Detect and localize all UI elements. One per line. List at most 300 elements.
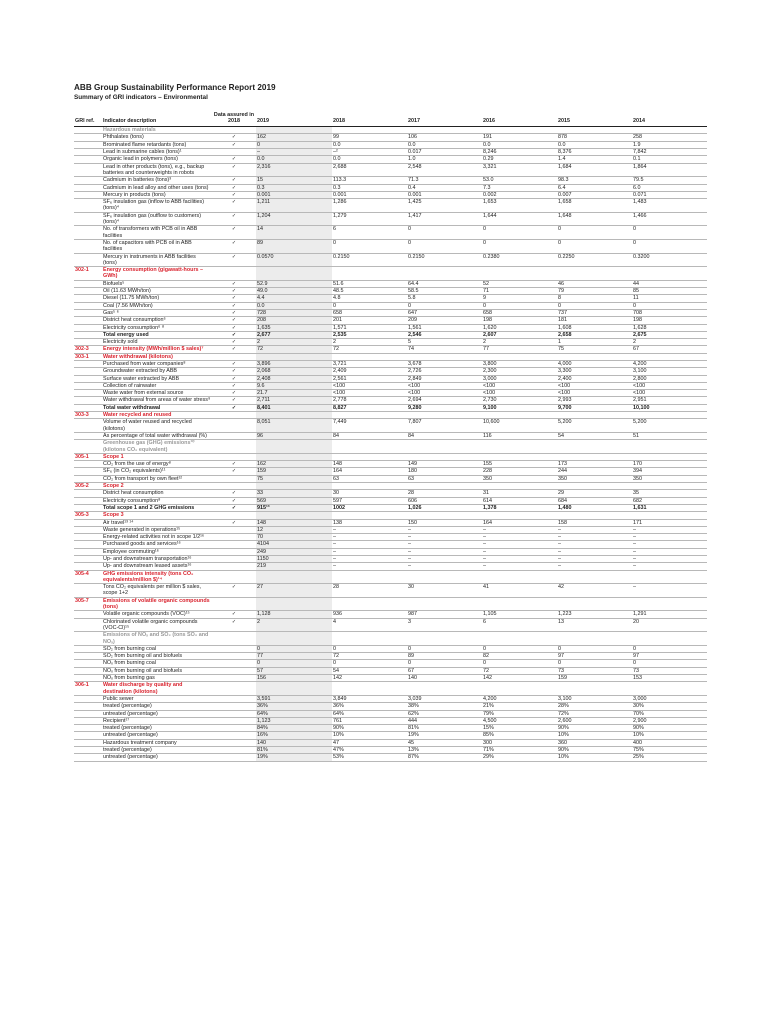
value-cell: 72	[332, 346, 407, 353]
indicator-description: untreated (percentage)	[102, 732, 212, 739]
indicator-description: untreated (percentage)	[102, 710, 212, 717]
value-cell: –	[632, 563, 707, 570]
value-cell: 8,827	[332, 404, 407, 411]
value-cell: 2,607	[482, 331, 557, 338]
value-cell: 2,849	[407, 375, 482, 382]
table-row	[74, 548, 707, 555]
value-cell: 75	[256, 475, 332, 482]
value-cell: 1,417	[407, 212, 482, 226]
indicator-description: SF₆ insulation gas (inflow to ABB facilities) (tons)⁴	[102, 199, 212, 213]
value-cell: 63	[407, 475, 482, 482]
table-row	[74, 184, 707, 191]
value-cell: 1,684	[557, 163, 632, 177]
table-row	[74, 360, 707, 367]
assured-check	[212, 732, 256, 739]
assured-check	[212, 412, 256, 419]
assured-check	[212, 419, 256, 433]
assured-check: ✓	[212, 134, 256, 141]
indicator-description: Scope 2	[102, 483, 212, 490]
indicator-description: NOₓ from burning oil and biofuels	[102, 667, 212, 674]
value-cell	[332, 127, 407, 134]
value-cell: 2,548	[407, 163, 482, 177]
value-cell: 0	[482, 226, 557, 240]
gri-ref	[74, 317, 102, 324]
value-cell: 647	[407, 309, 482, 316]
indicator-description: Organic lead in polymers (tons)	[102, 156, 212, 163]
assured-check: ✓	[212, 519, 256, 526]
indicator-description: No. of transformers with PCB oil in ABB facilities	[102, 226, 212, 240]
value-cell: 15%	[482, 725, 557, 732]
gri-ref	[74, 541, 102, 548]
value-cell: 57	[256, 667, 332, 674]
table-row	[74, 199, 707, 213]
value-cell: 0.0	[332, 141, 407, 148]
value-cell: 3,849	[332, 695, 407, 702]
indicator-description: Cadmium in lead alloy and other uses (tons)	[102, 184, 212, 191]
value-cell: 3,678	[407, 360, 482, 367]
value-cell: 5,200	[632, 419, 707, 433]
value-cell: 0.1	[632, 156, 707, 163]
gri-ref: 302-1	[74, 267, 102, 281]
indicator-description: Waste water from external source	[102, 390, 212, 397]
value-cell: 77	[482, 346, 557, 353]
value-cell: 14	[256, 226, 332, 240]
value-cell: 90%	[632, 725, 707, 732]
value-cell: 12	[256, 526, 332, 533]
indicator-description: District heat consumption	[102, 490, 212, 497]
gri-ref	[74, 556, 102, 563]
value-cell	[482, 440, 557, 454]
value-cell: 79.5	[632, 177, 707, 184]
gri-ref	[74, 360, 102, 367]
value-cell	[332, 597, 407, 611]
value-cell: 2,658	[557, 331, 632, 338]
value-cell: 71%	[482, 747, 557, 754]
indicator-description: Tons CO₂ equivalents per million $ sales, scope 1+2	[102, 584, 212, 598]
value-cell: 1,653	[482, 199, 557, 213]
value-cell	[632, 483, 707, 490]
table-row	[74, 191, 707, 198]
gri-ref	[74, 747, 102, 754]
value-cell: 70%	[632, 710, 707, 717]
value-cell: 9,100	[482, 404, 557, 411]
report-title: ABB Group Sustainability Performance Report 2019	[74, 83, 276, 92]
value-cell	[256, 440, 332, 454]
assured-check: ✓	[212, 309, 256, 316]
value-cell: 6.4	[557, 184, 632, 191]
indicator-description: Employee commuting¹⁶	[102, 548, 212, 555]
value-cell: 2,675	[632, 331, 707, 338]
value-cell: 15	[256, 177, 332, 184]
table-row	[74, 149, 707, 156]
value-cell: 6	[332, 226, 407, 240]
value-cell	[557, 682, 632, 696]
gri-ref	[74, 331, 102, 338]
value-cell: 2,694	[407, 397, 482, 404]
indicator-description: Water discharge by quality and destination (kilotons)	[102, 682, 212, 696]
value-cell: 682	[632, 497, 707, 504]
value-cell: 0	[407, 645, 482, 652]
gri-ref	[74, 710, 102, 717]
value-cell: 0	[557, 239, 632, 253]
value-cell: 0.0	[256, 302, 332, 309]
value-cell: 74	[407, 346, 482, 353]
table-row	[74, 563, 707, 570]
value-cell: 3,896	[256, 360, 332, 367]
value-cell: 27	[256, 584, 332, 598]
value-cell: 21%	[482, 703, 557, 710]
gri-ref	[74, 199, 102, 213]
value-cell	[632, 512, 707, 519]
value-cell: 198	[482, 317, 557, 324]
assured-check: ✓	[212, 295, 256, 302]
value-cell: 62%	[407, 710, 482, 717]
gri-ref	[74, 660, 102, 667]
gri-ref	[74, 163, 102, 177]
value-cell: 3,000	[482, 375, 557, 382]
value-cell: 4,000	[557, 360, 632, 367]
value-cell: <100	[632, 390, 707, 397]
indicator-description: CO₂ from transport by own fleet¹²	[102, 475, 212, 482]
value-cell: 159	[256, 468, 332, 475]
value-cell: 77	[256, 653, 332, 660]
gri-ref	[74, 468, 102, 475]
gri-ref	[74, 288, 102, 295]
value-cell: 19%	[256, 754, 332, 761]
value-cell: –	[557, 556, 632, 563]
value-cell: 87%	[407, 754, 482, 761]
table-row	[74, 468, 707, 475]
gri-ref	[74, 653, 102, 660]
value-cell: 5	[407, 339, 482, 346]
indicator-description: treated (percentage)	[102, 747, 212, 754]
indicator-description: Hazardous materials	[102, 127, 212, 134]
value-cell: –	[557, 548, 632, 555]
value-cell: –	[482, 556, 557, 563]
value-cell: 1,026	[407, 504, 482, 511]
indicator-description: CO₂ from the use of energy⁸	[102, 461, 212, 468]
gri-ref	[74, 490, 102, 497]
value-cell: 116	[482, 432, 557, 439]
value-cell: 85	[632, 288, 707, 295]
value-cell: 30	[332, 490, 407, 497]
value-cell: 0.2150	[407, 253, 482, 267]
table-row	[74, 653, 707, 660]
table-row	[74, 134, 707, 141]
indicator-description: Mercury in instruments in ABB facilities (tons)	[102, 253, 212, 267]
value-cell: 0.3200	[632, 253, 707, 267]
value-cell	[632, 632, 707, 646]
value-cell	[482, 453, 557, 460]
gri-ref	[74, 440, 102, 454]
value-cell: 1,291	[632, 611, 707, 618]
value-cell	[482, 597, 557, 611]
value-cell	[482, 267, 557, 281]
gri-ref	[74, 382, 102, 389]
table-row	[74, 475, 707, 482]
value-cell: 400	[632, 739, 707, 746]
assured-check	[212, 563, 256, 570]
value-cell: 73	[557, 667, 632, 674]
gri-ref	[74, 584, 102, 598]
value-cell: 90%	[557, 747, 632, 754]
value-cell: 153	[632, 675, 707, 682]
value-cell: 72%	[557, 710, 632, 717]
value-cell: 2,730	[482, 397, 557, 404]
value-cell: 58.5	[407, 288, 482, 295]
value-cell: 1,483	[632, 199, 707, 213]
value-cell: 0.4	[407, 184, 482, 191]
value-cell	[557, 267, 632, 281]
table-row	[74, 556, 707, 563]
indicator-description: NOₓ from burning coal	[102, 660, 212, 667]
assured-check	[212, 432, 256, 439]
value-cell: 0	[632, 660, 707, 667]
assured-check: ✓	[212, 141, 256, 148]
assured-check	[212, 597, 256, 611]
value-cell: 2,900	[632, 717, 707, 724]
value-cell: 0	[407, 302, 482, 309]
table-row	[74, 253, 707, 267]
gri-ref	[74, 548, 102, 555]
col-header-2018: 2018	[332, 113, 407, 127]
value-cell: 0	[482, 660, 557, 667]
value-cell: 1,223	[557, 611, 632, 618]
value-cell: 2	[256, 339, 332, 346]
value-cell: –	[407, 541, 482, 548]
gri-ref	[74, 645, 102, 652]
value-cell	[632, 682, 707, 696]
assured-check: ✓	[212, 199, 256, 213]
value-cell	[557, 483, 632, 490]
value-cell: 3,800	[482, 360, 557, 367]
value-cell	[632, 412, 707, 419]
indicator-description: Public sewer	[102, 695, 212, 702]
assured-check: ✓	[212, 280, 256, 287]
value-cell: 44	[632, 280, 707, 287]
value-cell	[407, 682, 482, 696]
value-cell: 1150	[256, 556, 332, 563]
indicator-description: Volume of water reused and recycled (kilotons)	[102, 419, 212, 433]
value-cell: 181	[557, 317, 632, 324]
value-cell: 5,200	[557, 419, 632, 433]
value-cell: 81%	[256, 747, 332, 754]
gri-ref	[74, 177, 102, 184]
table-row	[74, 226, 707, 240]
table-header-row	[74, 113, 707, 127]
value-cell: 3,039	[407, 695, 482, 702]
table-row	[74, 717, 707, 724]
section-row	[74, 682, 707, 696]
assured-check: ✓	[212, 360, 256, 367]
assured-check: ✓	[212, 404, 256, 411]
value-cell: –	[407, 534, 482, 541]
value-cell: 1,480	[557, 504, 632, 511]
gri-ref	[74, 156, 102, 163]
table-row	[74, 404, 707, 411]
value-cell	[632, 127, 707, 134]
gri-ref: 302-3	[74, 346, 102, 353]
value-cell: 11	[632, 295, 707, 302]
value-cell: 63	[332, 475, 407, 482]
gri-indicators-table	[74, 113, 707, 762]
value-cell: 3,100	[557, 695, 632, 702]
value-cell: 0.071	[632, 191, 707, 198]
indicator-description: Brominated flame retardants (tons)	[102, 141, 212, 148]
value-cell: –	[557, 563, 632, 570]
value-cell: 1,864	[632, 163, 707, 177]
value-cell: 8,401	[256, 404, 332, 411]
value-cell: 90%	[557, 725, 632, 732]
value-cell: 106	[407, 134, 482, 141]
value-cell: 35	[632, 490, 707, 497]
value-cell: 2	[256, 618, 332, 632]
gri-ref	[74, 295, 102, 302]
value-cell: 85%	[482, 732, 557, 739]
assured-check	[212, 149, 256, 156]
value-cell: 64%	[332, 710, 407, 717]
assured-check	[212, 703, 256, 710]
value-cell	[407, 632, 482, 646]
table-row	[74, 309, 707, 316]
value-cell: 8,376	[557, 149, 632, 156]
value-cell: 2,561	[332, 375, 407, 382]
value-cell	[407, 353, 482, 360]
value-cell: 0	[632, 302, 707, 309]
value-cell: 162	[256, 134, 332, 141]
value-cell: 1,571	[332, 324, 407, 331]
value-cell: 0	[332, 239, 407, 253]
gri-ref: 303-3	[74, 412, 102, 419]
value-cell: 936	[332, 611, 407, 618]
value-cell: 350	[482, 475, 557, 482]
value-cell: 158	[557, 519, 632, 526]
value-cell: <100	[332, 390, 407, 397]
value-cell: –	[256, 149, 332, 156]
gri-ref	[74, 497, 102, 504]
value-cell: 51	[632, 432, 707, 439]
gri-ref	[74, 127, 102, 134]
value-cell	[407, 453, 482, 460]
value-cell: 16%	[256, 732, 332, 739]
value-cell: 0.0	[256, 156, 332, 163]
section-row	[74, 512, 707, 519]
value-cell: 170	[632, 461, 707, 468]
gri-ref	[74, 519, 102, 526]
value-cell: 84	[407, 432, 482, 439]
value-cell: 3,321	[482, 163, 557, 177]
value-cell: 149	[407, 461, 482, 468]
gri-ref: 305-3	[74, 512, 102, 519]
value-cell: 0.3	[332, 184, 407, 191]
value-cell: 180	[407, 468, 482, 475]
col-header-2016: 2016	[482, 113, 557, 127]
value-cell: 3,300	[557, 368, 632, 375]
value-cell	[557, 512, 632, 519]
value-cell: 97	[632, 653, 707, 660]
value-cell: 10,100	[632, 404, 707, 411]
assured-check: ✓	[212, 461, 256, 468]
table-row	[74, 747, 707, 754]
indicator-description: Phthalates (tons)	[102, 134, 212, 141]
value-cell: 0	[482, 239, 557, 253]
indicator-description: Electricity sold	[102, 339, 212, 346]
value-cell: 79%	[482, 710, 557, 717]
value-cell	[256, 412, 332, 419]
value-cell: 20	[632, 618, 707, 632]
value-cell	[256, 632, 332, 646]
value-cell: 9.6	[256, 382, 332, 389]
indicator-description: Water withdrawal (kilotons)	[102, 353, 212, 360]
gri-ref	[74, 212, 102, 226]
group-heading-row	[74, 440, 707, 454]
indicator-description: Purchased from water companies⁸	[102, 360, 212, 367]
value-cell: 0.001	[332, 191, 407, 198]
value-cell: 1,128	[256, 611, 332, 618]
value-cell: 162	[256, 461, 332, 468]
value-cell: 89	[407, 653, 482, 660]
table-row	[74, 295, 707, 302]
assured-check: ✓	[212, 490, 256, 497]
table-row	[74, 461, 707, 468]
value-cell: 46	[557, 280, 632, 287]
value-cell: 156	[256, 675, 332, 682]
value-cell: 0	[407, 660, 482, 667]
table-row	[74, 504, 707, 511]
value-cell: 2,600	[557, 717, 632, 724]
gri-ref: 305-4	[74, 570, 102, 584]
value-cell	[557, 570, 632, 584]
value-cell: 47%	[332, 747, 407, 754]
value-cell: 0.0570	[256, 253, 332, 267]
value-cell: 6	[482, 618, 557, 632]
value-cell: –	[332, 526, 407, 533]
assured-check: ✓	[212, 163, 256, 177]
table-row	[74, 732, 707, 739]
value-cell: 658	[482, 309, 557, 316]
assured-check: ✓	[212, 317, 256, 324]
table-row	[74, 375, 707, 382]
value-cell: 2,409	[332, 368, 407, 375]
value-cell	[632, 267, 707, 281]
value-cell: 90%	[332, 725, 407, 732]
indicator-description: Scope 3	[102, 512, 212, 519]
value-cell: 142	[482, 675, 557, 682]
value-cell: 1,279	[332, 212, 407, 226]
value-cell: 0.3	[256, 184, 332, 191]
value-cell: –	[407, 556, 482, 563]
value-cell: –	[632, 534, 707, 541]
value-cell: 155	[482, 461, 557, 468]
value-cell	[256, 570, 332, 584]
assured-check: ✓	[212, 156, 256, 163]
indicator-description: Water recycled and reused	[102, 412, 212, 419]
value-cell: 0	[632, 226, 707, 240]
value-cell	[256, 353, 332, 360]
value-cell: 29	[557, 490, 632, 497]
assured-check: ✓	[212, 239, 256, 253]
value-cell: 597	[332, 497, 407, 504]
value-cell	[482, 682, 557, 696]
gri-ref	[74, 632, 102, 646]
table-row	[74, 490, 707, 497]
section-row	[74, 570, 707, 584]
value-cell: 138	[332, 519, 407, 526]
table-row	[74, 141, 707, 148]
assured-check: ✓	[212, 191, 256, 198]
table-body	[74, 127, 707, 761]
value-cell	[482, 570, 557, 584]
